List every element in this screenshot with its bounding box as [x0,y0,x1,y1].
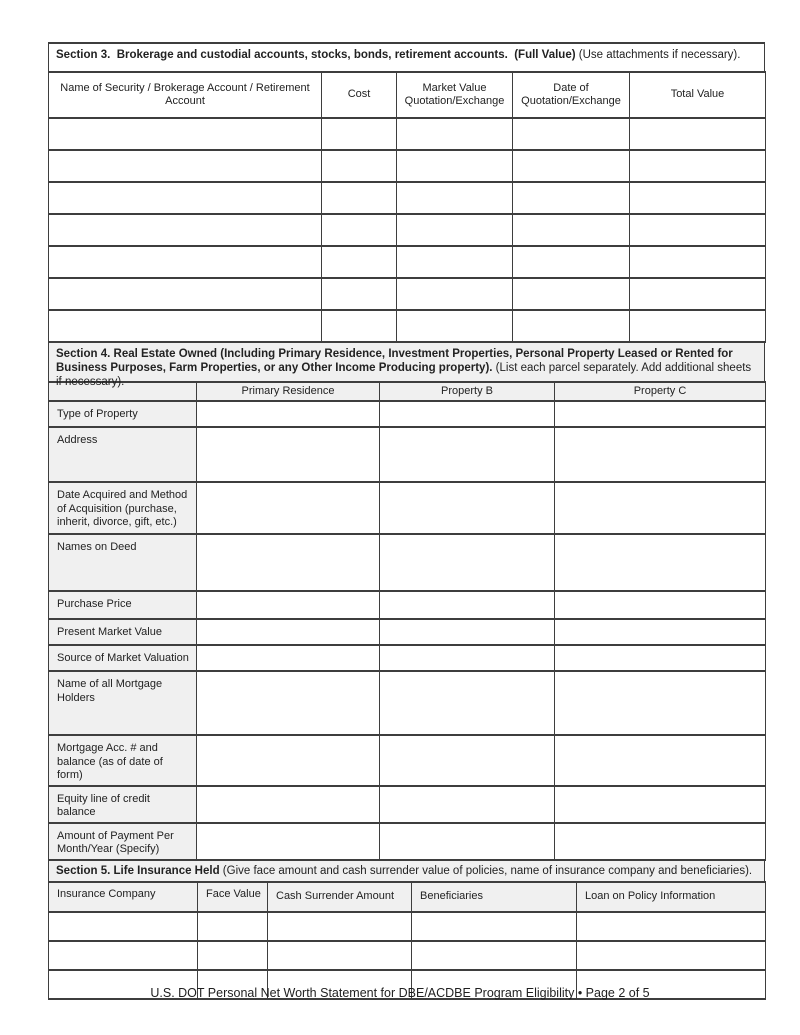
empty-cell [49,247,322,279]
row-label: Purchase Price [49,592,197,620]
empty-cell [412,942,577,971]
empty-cell [513,151,630,183]
table-row-names-on-deed [49,535,766,592]
table-row [49,942,766,971]
empty-cell [322,119,397,151]
empty-cell [197,736,380,787]
empty-cell [380,736,555,787]
page-footer: U.S. DOT Personal Net Worth Statement for DBE/ACDBE Program Eligibility • Page 2 of 5 [150,986,650,1000]
section3-table [48,71,766,343]
section4-title: Section 4. Real Estate Owned (Including Primary Residence, Investment Properties, Personal Property Leased or Rented for Business Purposes, Farm Properties, or any Other Income Producing property). [56,348,736,374]
col-header-date-of-quotation: Date of Quotation/Exchange [513,73,630,119]
empty-cell [49,215,322,247]
empty-cell [513,247,630,279]
empty-cell [322,247,397,279]
empty-cell [380,592,555,620]
table-row [49,183,766,215]
row-label: Equity line of credit balance [49,787,197,824]
empty-cell [630,215,766,247]
section5-note: (Give face amount and cash surrender value of policies, name of insurance company and beneficiaries). [219,864,753,877]
row-label: Mortgage Acc. # and balance (as of date of form) [49,736,197,787]
empty-cell [555,535,766,592]
empty-cell [197,402,380,428]
table-row-purchase-price [49,592,766,620]
empty-cell [555,787,766,824]
empty-cell [630,247,766,279]
empty-cell [555,736,766,787]
table-row-type-of-property [49,402,766,428]
empty-cell [412,913,577,942]
empty-cell [197,592,380,620]
section3-note: (Use attachments if necessary). [575,49,741,61]
empty-cell [268,913,412,942]
section4-table [48,381,766,861]
empty-cell [630,311,766,343]
row-label: Date Acquired and Method of Acquisition (purchase, inherit, divorce, gift, etc.) [49,483,197,535]
empty-cell [397,279,513,311]
net-worth-form [48,42,765,1000]
empty-cell [397,311,513,343]
table-row-payment-amount [49,824,766,861]
empty-cell [513,183,630,215]
empty-cell [197,483,380,535]
row-label: Source of Market Valuation [49,646,197,672]
table-row-equity-line-balance [49,787,766,824]
empty-cell [197,672,380,736]
table-row-address [49,428,766,483]
empty-cell [197,428,380,483]
section4-header [48,343,765,388]
empty-cell [380,646,555,672]
empty-cell [513,279,630,311]
empty-cell [513,311,630,343]
empty-cell [380,824,555,861]
col-header-insurance-company: Insurance Company [49,883,198,913]
empty-cell [49,311,322,343]
empty-cell [630,183,766,215]
table-row-present-market-value [49,620,766,646]
empty-cell [322,311,397,343]
empty-cell [555,646,766,672]
empty-cell [322,279,397,311]
empty-cell [555,592,766,620]
row-label: Name of all Mortgage Holders [49,672,197,736]
empty-cell [322,151,397,183]
row-label: Present Market Value [49,620,197,646]
empty-cell [397,151,513,183]
empty-cell [513,215,630,247]
col-header-cost: Cost [322,73,397,119]
col-header-face-value: Face Value [198,883,268,913]
empty-cell [380,428,555,483]
col-header-property-b: Property B [380,383,555,402]
table-row [49,119,766,151]
empty-cell [397,183,513,215]
table-row [49,913,766,942]
empty-cell [49,913,198,942]
empty-cell [555,483,766,535]
empty-cell [198,913,268,942]
col-header-property-c: Property C [555,383,766,402]
row-label: Names on Deed [49,535,197,592]
empty-cell [268,942,412,971]
row-label: Amount of Payment Per Month/Year (Specify) [49,824,197,861]
empty-cell [49,119,322,151]
empty-cell [555,402,766,428]
empty-cell [577,942,766,971]
col-header-primary-residence: Primary Residence [197,383,380,402]
row-label: Type of Property [49,402,197,428]
col-header-name-of-security: Name of Security / Brokerage Account / Retirement Account [49,73,322,119]
empty-cell [397,119,513,151]
empty-cell [380,402,555,428]
empty-cell [397,215,513,247]
empty-cell [555,824,766,861]
empty-cell [397,247,513,279]
empty-cell [197,646,380,672]
section3-column-header-row [49,73,766,119]
section4-note: (List each parcel separately. Add additional sheets if necessary). [56,362,755,388]
table-row-mortgage-account-balance [49,736,766,787]
table-row-source-of-market-valuation [49,646,766,672]
section5-column-header-row [49,883,766,913]
empty-cell [380,620,555,646]
section3-header [48,42,765,71]
empty-cell [197,787,380,824]
row-label: Address [49,428,197,483]
table-row-date-acquired [49,483,766,535]
section5-header [48,861,765,881]
empty-cell [380,483,555,535]
empty-cell [555,428,766,483]
empty-cell [49,183,322,215]
section3-title: Section 3. Brokerage and custodial accounts, stocks, bonds, retirement accounts. (Full Value) [56,49,576,61]
table-row [49,279,766,311]
empty-cell [630,151,766,183]
empty-cell [49,942,198,971]
col-header-cash-surrender-amount: Cash Surrender Amount [268,883,412,913]
empty-cell [198,942,268,971]
empty-cell [555,672,766,736]
col-header-loan-on-policy: Loan on Policy Information [577,883,766,913]
empty-cell [197,824,380,861]
empty-cell [380,535,555,592]
empty-cell [555,620,766,646]
empty-cell [630,279,766,311]
table-row [49,215,766,247]
empty-cell [197,535,380,592]
table-row [49,151,766,183]
col-header-market-value: Market Value Quotation/Exchange [397,73,513,119]
empty-cell [322,215,397,247]
empty-cell [380,787,555,824]
table-row [49,247,766,279]
table-row [49,311,766,343]
section4-column-header-row [49,383,766,402]
empty-cell [380,672,555,736]
section5-table [48,881,766,1000]
table-row-mortgage-holders [49,672,766,736]
empty-cell [577,913,766,942]
col-header-beneficiaries: Beneficiaries [412,883,577,913]
col-header-total-value: Total Value [630,73,766,119]
empty-cell [197,620,380,646]
empty-cell [49,279,322,311]
empty-cell [630,119,766,151]
empty-cell [49,151,322,183]
empty-cell [322,183,397,215]
empty-cell [513,119,630,151]
section5-title: Section 5. Life Insurance Held [56,864,220,877]
